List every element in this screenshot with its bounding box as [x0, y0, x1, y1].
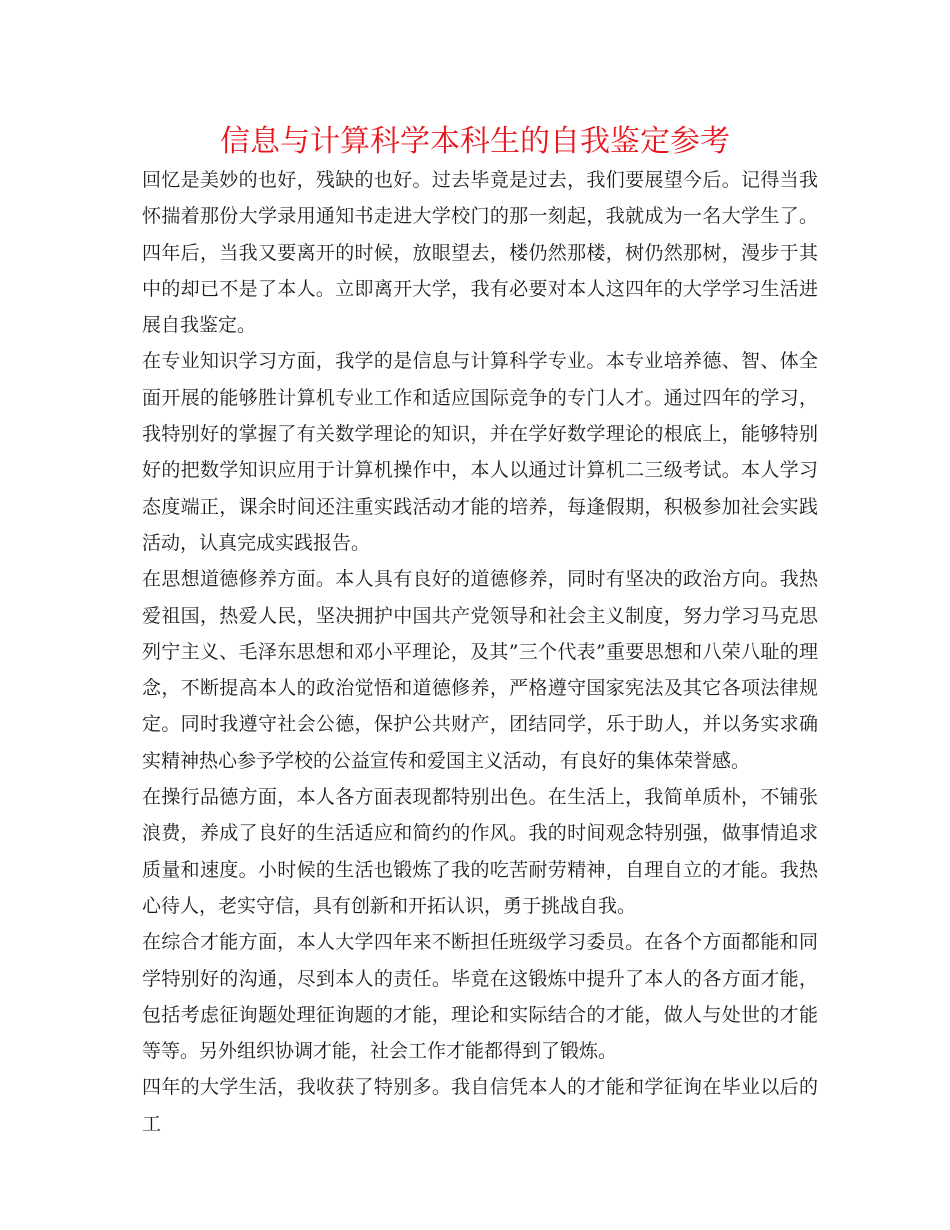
- document-title: 信息与计算科学本科生的自我鉴定参考: [220, 124, 730, 159]
- document-body: [142, 162, 818, 1142]
- paragraph-intro: 回忆是美妙的也好，残缺的也好。过去毕竟是过去，我们要展望今后。记得当我怀揣着那份大学录用通知书走进大学校门的那一刻起，我就成为一名大学生了。四年后，当我又要离开的时候，放眼望去，楼仍然那楼，树仍然那树，漫步于其中的却已不是了本人。立即离开大学，我有必要对本人这四年的大学学习生活进展自我鉴定。: [142, 169, 818, 337]
- paragraph-comprehensive-ability: 在综合才能方面，本人大学四年来不断担任班级学习委员。在各个方面都能和同学特别好的沟通，尽到本人的责任。毕竟在这锻炼中提升了本人的各方面才能，包括考虑征询题处理征询题的才能，理论和实际结合的才能，做人与处世的才能等等。另外组织协调才能，社会工作才能都得到了锻炼。: [142, 931, 818, 1063]
- paragraph-professional-study: 在专业知识学习方面，我学的是信息与计算科学专业。本专业培养德、智、体全面开展的能够胜计算机专业工作和适应国际竞争的专门人才。通过四年的学习，我特别好的掌握了有关数学理论的知识，并在学好数学理论的根底上，能够特别好的把数学知识应用于计算机操作中，本人以通过计算机二三级考试。本人学习态度端正，课余时间还注重实践活动才能的培养，每逢假期，积极参加社会实践活动，认真完成实践报告。: [142, 350, 818, 554]
- paragraph-conclusion: 四年的大学生活，我收获了特别多。我自信凭本人的才能和学征询在毕业以后的工: [142, 1076, 818, 1135]
- paragraph-conduct: 在操行品德方面，本人各方面表现都特别出色。在生活上，我简单质朴，不铺张浪费，养成了良好的生活适应和简约的作风。我的时间观念特别强，做事情追求质量和速度。小时候的生活也锻炼了我的吃苦耐劳精神，自理自立的才能。我热心待人，老实守信，具有创新和开拓认识，勇于挑战自我。: [142, 786, 818, 917]
- paragraph-moral-cultivation: 在思想道德修养方面。本人具有良好的道德修养，同时有坚决的政治方向。我热爱祖国，热爱人民，坚决拥护中国共产党领导和社会主义制度，努力学习马克思列宁主义、毛泽东思想和邓小平理论，及其”三个代表”重要思想和八荣八耻的理念，不断提高本人的政治觉悟和道德修养，严格遵守国家宪法及其它各项法律规定。同时我遵守社会公德，保护公共财产，团结同学，乐于助人，并以务实求确实精神热心参予学校的公益宣传和爱国主义活动，有良好的集体荣誉感。: [142, 568, 818, 772]
